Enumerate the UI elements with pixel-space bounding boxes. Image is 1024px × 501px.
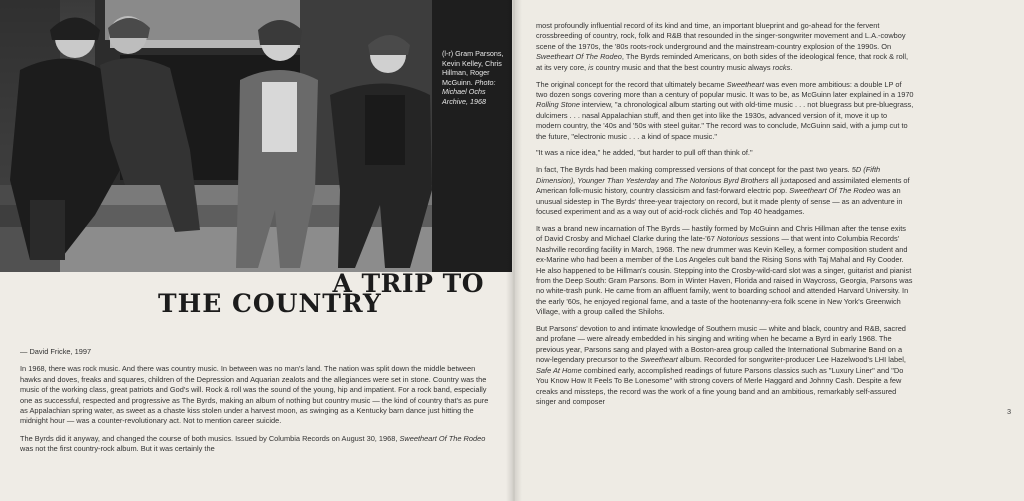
album-title: Sweetheart Of The Rodeo — [399, 433, 486, 443]
album-title: The Notorious Byrd Brothers — [675, 175, 769, 185]
photo-caption — [442, 49, 508, 107]
text-run: , The Byrds reminded Americans, on both sides of the ideological fence, that rock & roll, at its very core, — [536, 52, 909, 72]
text-run: The Byrds did it anyway, and changed the course of both musics. Issued by Columbia Records on August 30, 1968, — [20, 433, 400, 443]
paragraph — [536, 324, 914, 407]
caption-panel — [432, 0, 512, 272]
title-line-2: THE COUNTRY — [158, 289, 382, 318]
emphasis: is — [588, 62, 594, 72]
text-run: was even more ambitious: a double LP of two dozen songs covering more than a century of popular music. It was to be, as McGuinn later explained in a 1970 — [536, 79, 914, 99]
title-line-1: A TRIP TO — [332, 269, 484, 298]
magazine-title: Rolling Stone — [536, 100, 580, 110]
text-run: and — [658, 175, 676, 185]
album-title: Sweetheart — [726, 79, 765, 89]
text-run: album. Recorded for songwriter-producer Lee Hazelwood's LHI label, — [677, 355, 906, 365]
text-run: combined early, accomplished readings of future Parsons classics such as "Luxury Liner" and "Do You Know How It Feels To Be Lonesome" with strong covers of Merle Haggard and Johnny Cash. Despite a few creaks and missteps, the record was the work of a fine young band and an ambitious, remarkably self-assured singer and composer — [536, 365, 904, 406]
paragraph: In 1968, there was rock music. And there was country music. In between was no man's land. The nation was split down the middle between hawks and doves, freaks and squares, children of the Depression and Aquarian zealots and the allegiances were set in stone. Country was the music of the working class, great patriots and God's will. Rock & roll was the sound of the young, hip and impatient. For a rock band, especially one as successful, respected and progressive as The Byrds, making an album of nothing but country music — the kind of country that's as pure as Appalachian spring water, as sweet as a chaste kiss stolen under a harvest moon, as swinging as a Kentucky barn dance just hitting the midnight hour — was a counter-revolutionary act. Not to mention career suicide. — [20, 364, 489, 426]
paragraph — [536, 165, 914, 217]
band-photo-image — [0, 0, 432, 272]
right-column-text — [536, 21, 914, 414]
album-title: Notorious — [716, 234, 749, 244]
paragraph — [536, 21, 914, 73]
caption-label: (l-r) Gram Parsons, Kevin Kelley, Chris Hillman, Roger McGuinn. — [442, 49, 504, 87]
album-title: Sweetheart Of The Rodeo — [789, 186, 876, 196]
album-title: Sweetheart — [640, 355, 678, 365]
band-photo — [0, 0, 432, 272]
paragraph — [536, 224, 914, 318]
left-column-text — [20, 347, 498, 462]
article-title — [158, 270, 498, 316]
paragraph: "It was a nice idea," he added, "but harder to pull off than think of." — [536, 148, 753, 158]
album-title: Sweetheart Of The Rodeo — [536, 52, 622, 62]
text-run: all juxtaposed and assimilated elements of American folk-music history, country classicism and fast-forward electric pop. — [536, 175, 910, 196]
text-run: In fact, The Byrds had been making compressed versions of that concept for the past two years. — [536, 165, 852, 175]
text-run: It was a brand new incarnation of The Byrds — hastily formed by McGuinn and Chris Hillman after the tense exits of David Crosby and Michael Clarke during the late-'67 — [536, 223, 906, 244]
paragraph — [536, 80, 914, 142]
album-title: Safe At Home — [536, 365, 582, 375]
text-run: sessions — that went into Columbia Records' Nashville recording facility in March, 1968. The new drummer was Kevin Kelley, a former composition student and ex-Marine who had been a member of the Los Angeles cult band the Rising Sons with Taj Mahal and Ry Cooder. He also happened to be Hillman's cousin. Stepping into the Crosby-wild-card slot was a singer, guitarist and pianist from the Deep South: Gram Parsons. Born in Winter Haven, Florida and raised in Waycross, Georgia, Parsons was no white-trash punk. He came from an affluent family, went to boarding school and attended Harvard University. In the early '60s, he enjoyed regional fame, and a taste of the hootenanny-era folk scene in New York's Greenwich Village, with a group called the Shilohs. — [536, 234, 913, 317]
album-title: 5D (Fifth Dimension), Younger Than Yesterday — [536, 165, 881, 185]
byline: — David Fricke, 1997 — [20, 347, 92, 356]
caption-credit: Photo: Michael Ochs Archive, 1968 — [442, 77, 496, 106]
text-run: most profoundly influential record of its kind and time, an important blueprint and go-ahead for the fervent crossbreeding of country, rock, folk and R&B that resounded in the singer-songwriter movement and L.A.-cowboy scene of the 1970s, the '80s roots-rock underground and the mainstream-country explosion of the 1990s. On — [536, 21, 906, 51]
page-number: 3 — [1007, 407, 1012, 416]
paragraph — [20, 434, 498, 455]
text-run: was not the first country-rock album. But it was certainly the — [20, 444, 215, 454]
text-run: was an unusual sidestep in The Byrds' three-year trajectory on record, but it made plenty of sense — as an adventure in focused experiment and as a way out of acid-rock clichés and Top 40 headgames. — [536, 186, 903, 216]
text-run: The original concept for the record that ultimately became — [536, 79, 727, 89]
text-run: But Parsons' devotion to and intimate knowledge of Southern music — white and black, country and R&B, sacred and profane — were already embedded in his singing and writing when he became a Byrd in early 1968. The previous year, Parsons sang and played with a Boston-area group called the International Submarine Band on a now-legendary precursor to the — [536, 324, 906, 365]
text-run: interview, "a chronological album starting out with old-time music . . . not bluegrass but pre-bluegrass, dulcimers . . . nasal Appalachian stuff, and then get into like the 1930s, advanced version of it, move it up to modern country, the '40s and '50s with steel guitar." The record was to conclude, McGuinn said, with a jump cut to the future, "electronic music . . . a kind of space music." — [536, 100, 914, 141]
gutter-shadow — [506, 0, 522, 501]
text-run: . — [790, 62, 793, 72]
emphasis: rocks — [772, 62, 791, 72]
text-run: country music and that the best country music always — [593, 62, 773, 72]
